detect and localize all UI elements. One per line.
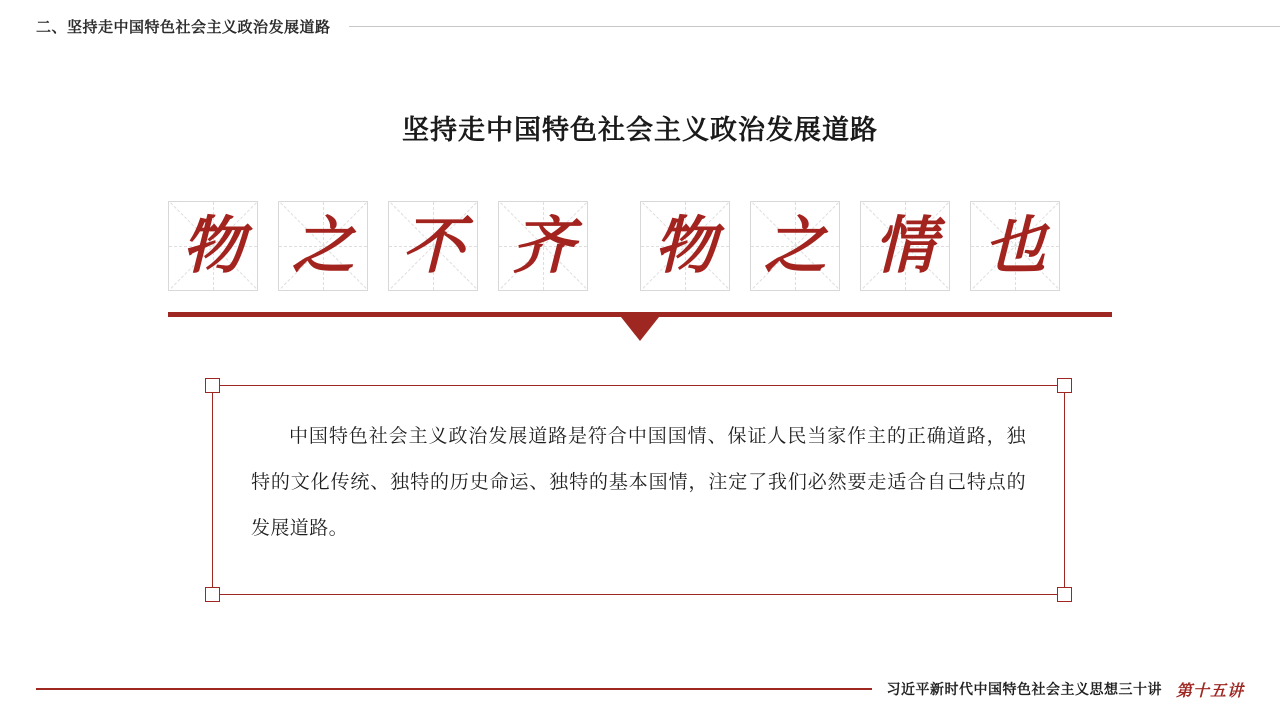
slide-header: [0, 14, 1280, 38]
calligraphy-char: 不: [401, 209, 464, 282]
calligraphy-cell: [498, 201, 588, 291]
calligraphy-cell: [278, 201, 368, 291]
calligraphy-cell: [640, 201, 730, 291]
section-divider: [168, 312, 1112, 346]
quote-text: 中国特色社会主义政治发展道路是符合中国国情、保证人民当家作主的正确道路，独特的文化传统、独特的历史命运、独特的基本国情，注定了我们必然要走适合自己特点的发展道路。: [251, 426, 1026, 539]
calligraphy-cell: [168, 201, 258, 291]
calligraphy-char: 之: [291, 209, 354, 282]
corner-marker-bottom-left: [205, 587, 220, 602]
calligraphy-char: 情: [873, 209, 936, 282]
calligraphy-char: 之: [763, 209, 826, 282]
corner-marker-top-left: [205, 378, 220, 393]
page-title: 坚持走中国特色社会主义政治发展道路: [402, 115, 878, 145]
calligraphy-char: 齐: [511, 209, 574, 282]
footer-book-title: 习近平新时代中国特色社会主义思想三十讲: [886, 681, 1162, 697]
corner-marker-top-right: [1057, 378, 1072, 393]
calligraphy-cell: [860, 201, 950, 291]
calligraphy-cell: [750, 201, 840, 291]
calligraphy-row: [168, 201, 1112, 291]
footer-divider-line: [36, 688, 872, 690]
footer-lecture-label: 第十五讲: [1175, 680, 1244, 700]
corner-marker-bottom-right: [1057, 587, 1072, 602]
slide-footer: [0, 676, 1280, 702]
calligraphy-cell: [970, 201, 1060, 291]
down-arrow-icon: [621, 317, 659, 341]
calligraphy-char: 物: [181, 209, 244, 282]
quote-box: [212, 385, 1065, 595]
calligraphy-cell: [388, 201, 478, 291]
section-label: 二、坚持走中国特色社会主义政治发展道路: [36, 18, 331, 36]
calligraphy-char: 也: [983, 209, 1046, 282]
calligraphy-char: 物: [653, 209, 716, 282]
header-divider-line: [349, 26, 1280, 27]
